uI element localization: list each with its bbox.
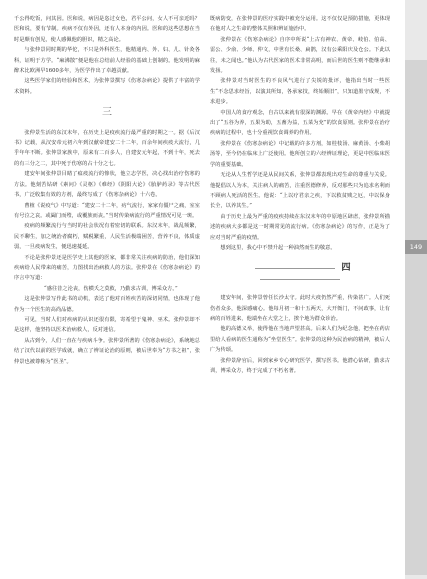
paragraph: 想到这里，我心中不禁升起一种油然而生的敬意。 (220, 244, 336, 251)
paragraph: 不论是张仲景还是医学史上其他的医家，都非常关注疾病的防治，他们深知疾病给人民带来的痛苦，力图找出治病救人的方法。张仲景在《伤寒杂病论》的序言中写道： (14, 254, 200, 282)
paragraph: 中国人的食疗观念，自古以来就有很深的渊源。早在《黄帝内经》中就提出了“五谷为养，五果为助，五畜为益，五菜为充”的饮食原则。张仲景在治疗疾病的过程中，也十分重视饮食调养的作用。 (210, 109, 390, 137)
paragraph: 他的高德义举，使得他在当地声望甚高。后来人们为纪念他，把坐在药店里给人看病的医生通称为“坐堂医生”。张仲景的这种为民治病的精神，被后人广为传颂。 (210, 326, 390, 354)
paragraph: 这是张仲景写作此书的动机，表达了他对百姓疾苦的深切同情，也体现了他作为一个医生的高尚品德。 (14, 296, 200, 313)
sidebar-band (405, 60, 427, 575)
paragraph: 张仲景在《伤寒杂病论》中记载的许多方剂，如桂枝汤、麻黄汤、小柴胡汤等，至今仍在临床上广泛使用。他所创立的六经辨证理论，更是中医临床医学的重要基础。 (210, 140, 390, 168)
paragraph: 千公得吃饭，问其因。医和说，病因是恣过女色，君平公问，女人不可亲近吗？医和说，要有节制。疾病不仅有外因，还有人本身的内因。医和的这些思想在当时是颇有创见，使人感佩他的胆识，精之高论。 (14, 16, 200, 43)
paragraph: 与张仲景同时期的华佗，不只是外科医生，他精通内、外、妇、儿、针灸各科，证明于方学。“麻沸散”便是他在总结前人经验的基础上创制的。他发明的麻醉术比欧洲早1600多年，为医学作出了卓越贡献。 (14, 47, 200, 75)
paragraph: 建安年间，张仲景曾任长沙太守。此时大疫仍然严重，传染甚广。人们死伤者众多，他深感痛心。他每月初一和十五两天，大开衙门，不问政事，让有病的百姓进来，他端坐在大堂之上，挨个地为群众诊治。 (210, 295, 390, 322)
paragraph: 张仲景对当时医生的不良风气进行了尖锐的批评，他指出当时一些医生“不念思求经旨，以演其所知，各承家技，终始顺旧”，只知道墨守成规，不求进步。 (210, 78, 390, 106)
divider-line (255, 268, 335, 269)
page-edge-sidebar (405, 0, 427, 579)
block-quote: “感往昔之沦丧，伤横夭之莫救，乃勤求古训，博采众方。” (44, 285, 178, 292)
paragraph: 从古到今，人们一直在与疾病斗争。张仲景所著的《伤寒杂病论》，系统地总结了汉代以前的医学成就，确立了辨证论治的原则，被后世奉为“方书之祖”，张仲景也被尊称为“医圣”。 (14, 337, 200, 365)
paragraph: 可见，当时人们对疾病的认识还很有限，寄希望于鬼神、巫术。张仲景却不是这样，他坚持以医术治病救人，反对迷信。 (14, 316, 200, 334)
section-number: 三 (101, 107, 113, 119)
divider-line (260, 279, 340, 280)
section-divider (210, 263, 390, 285)
paragraph: 由于历史上最为严重的疫疾持续在东汉末年的中原地区肆虐，张仲景所描述的疾病大多都是这一时期常见的流行病。《伤寒杂病论》的写作，正是为了应对当时严重的疫情。 (210, 213, 390, 241)
paragraph: 建安年间张仲景目睹了瘟疫流行的惨状，他立志学医，决心找出治疗伤寒的方法。他刻苦钻研《素问》《灵枢》《难经》《阴阳大论》《胎胪药录》等古代医书，广泛收集有效的方剂，最终写成了《伤寒杂病论》十六卷。 (14, 171, 200, 199)
paragraph: 无论从人生哲学还是从民间关系，张仲景都表现出对生命的尊重与关爱。他提倡以人为本，关注病人的痛苦，注重医德修养，反对那些只为追求名利而不顾病人死活的医生。他说：“上以疗君亲之疾，下以救贫贱之厄，中以保身长全，以养其生。” (210, 172, 390, 210)
paragraph: 张仲景生活的东汉末年，在历史上是疫疾流行最严重的时期之一。据《后汉书》记载，从汉安帝元初六年到汉献帝建安二十二年，百余年间疾疫大流行，几乎年年不断。张仲景家族中，原来有二百多人，自建安元年起，不到十年，死去的有三分之二，其中死于伤寒的占十分之七。 (14, 129, 200, 167)
paragraph: 疫病的频繁流行与当时的社会状况有着密切的联系。东汉末年，战乱频繁，民不聊生，加之统治者腐朽，赋税繁重，人民生活极端困苦，营养不良，体质虚弱，一旦疫病发生，便迅速蔓延。 (14, 223, 200, 251)
paragraph: 既病防变，在张仲景的医疗实践中被充分运用。这不仅仅是预防措施，更体现在他对人之生命的整体关照和辨证施治中。 (210, 16, 390, 33)
paragraph: 张仲景在《伤寒杂病论》自序中所说“上古有神农、黄帝、岐伯、伯高、雷公、少俞、少师、仲文，中世有长桑、扁鹊，汉有公乘阳庆及仓公。下此以往，未之闻也。”他认为古代医家的医术非常高明，而后世的医生则不能继承和发扬。 (210, 36, 390, 75)
section-divider (14, 107, 200, 119)
right-column (210, 14, 390, 376)
paragraph: 曹植《说疫气》中写道：“建安二十二年，疠气流行，家家有僵尸之痛，室室有号泣之哀。或阖门而殪，或覆族而丧。”当时传染病流行的严重情况可见一斑。 (14, 202, 200, 219)
page-number: 149 (405, 240, 427, 254)
paragraph: 这些医学家们的经验和医术，为张仲景撰写《伤寒杂病论》提供了丰富的学术资料。 (14, 78, 200, 95)
section-number: 四 (341, 263, 351, 274)
left-column (14, 14, 200, 367)
paragraph: 张仲景辞官后，回到家乡专心研究医学，撰写医书。他潜心钻研，勤求古训，博采众方，终于完成了不朽名著。 (210, 357, 390, 374)
